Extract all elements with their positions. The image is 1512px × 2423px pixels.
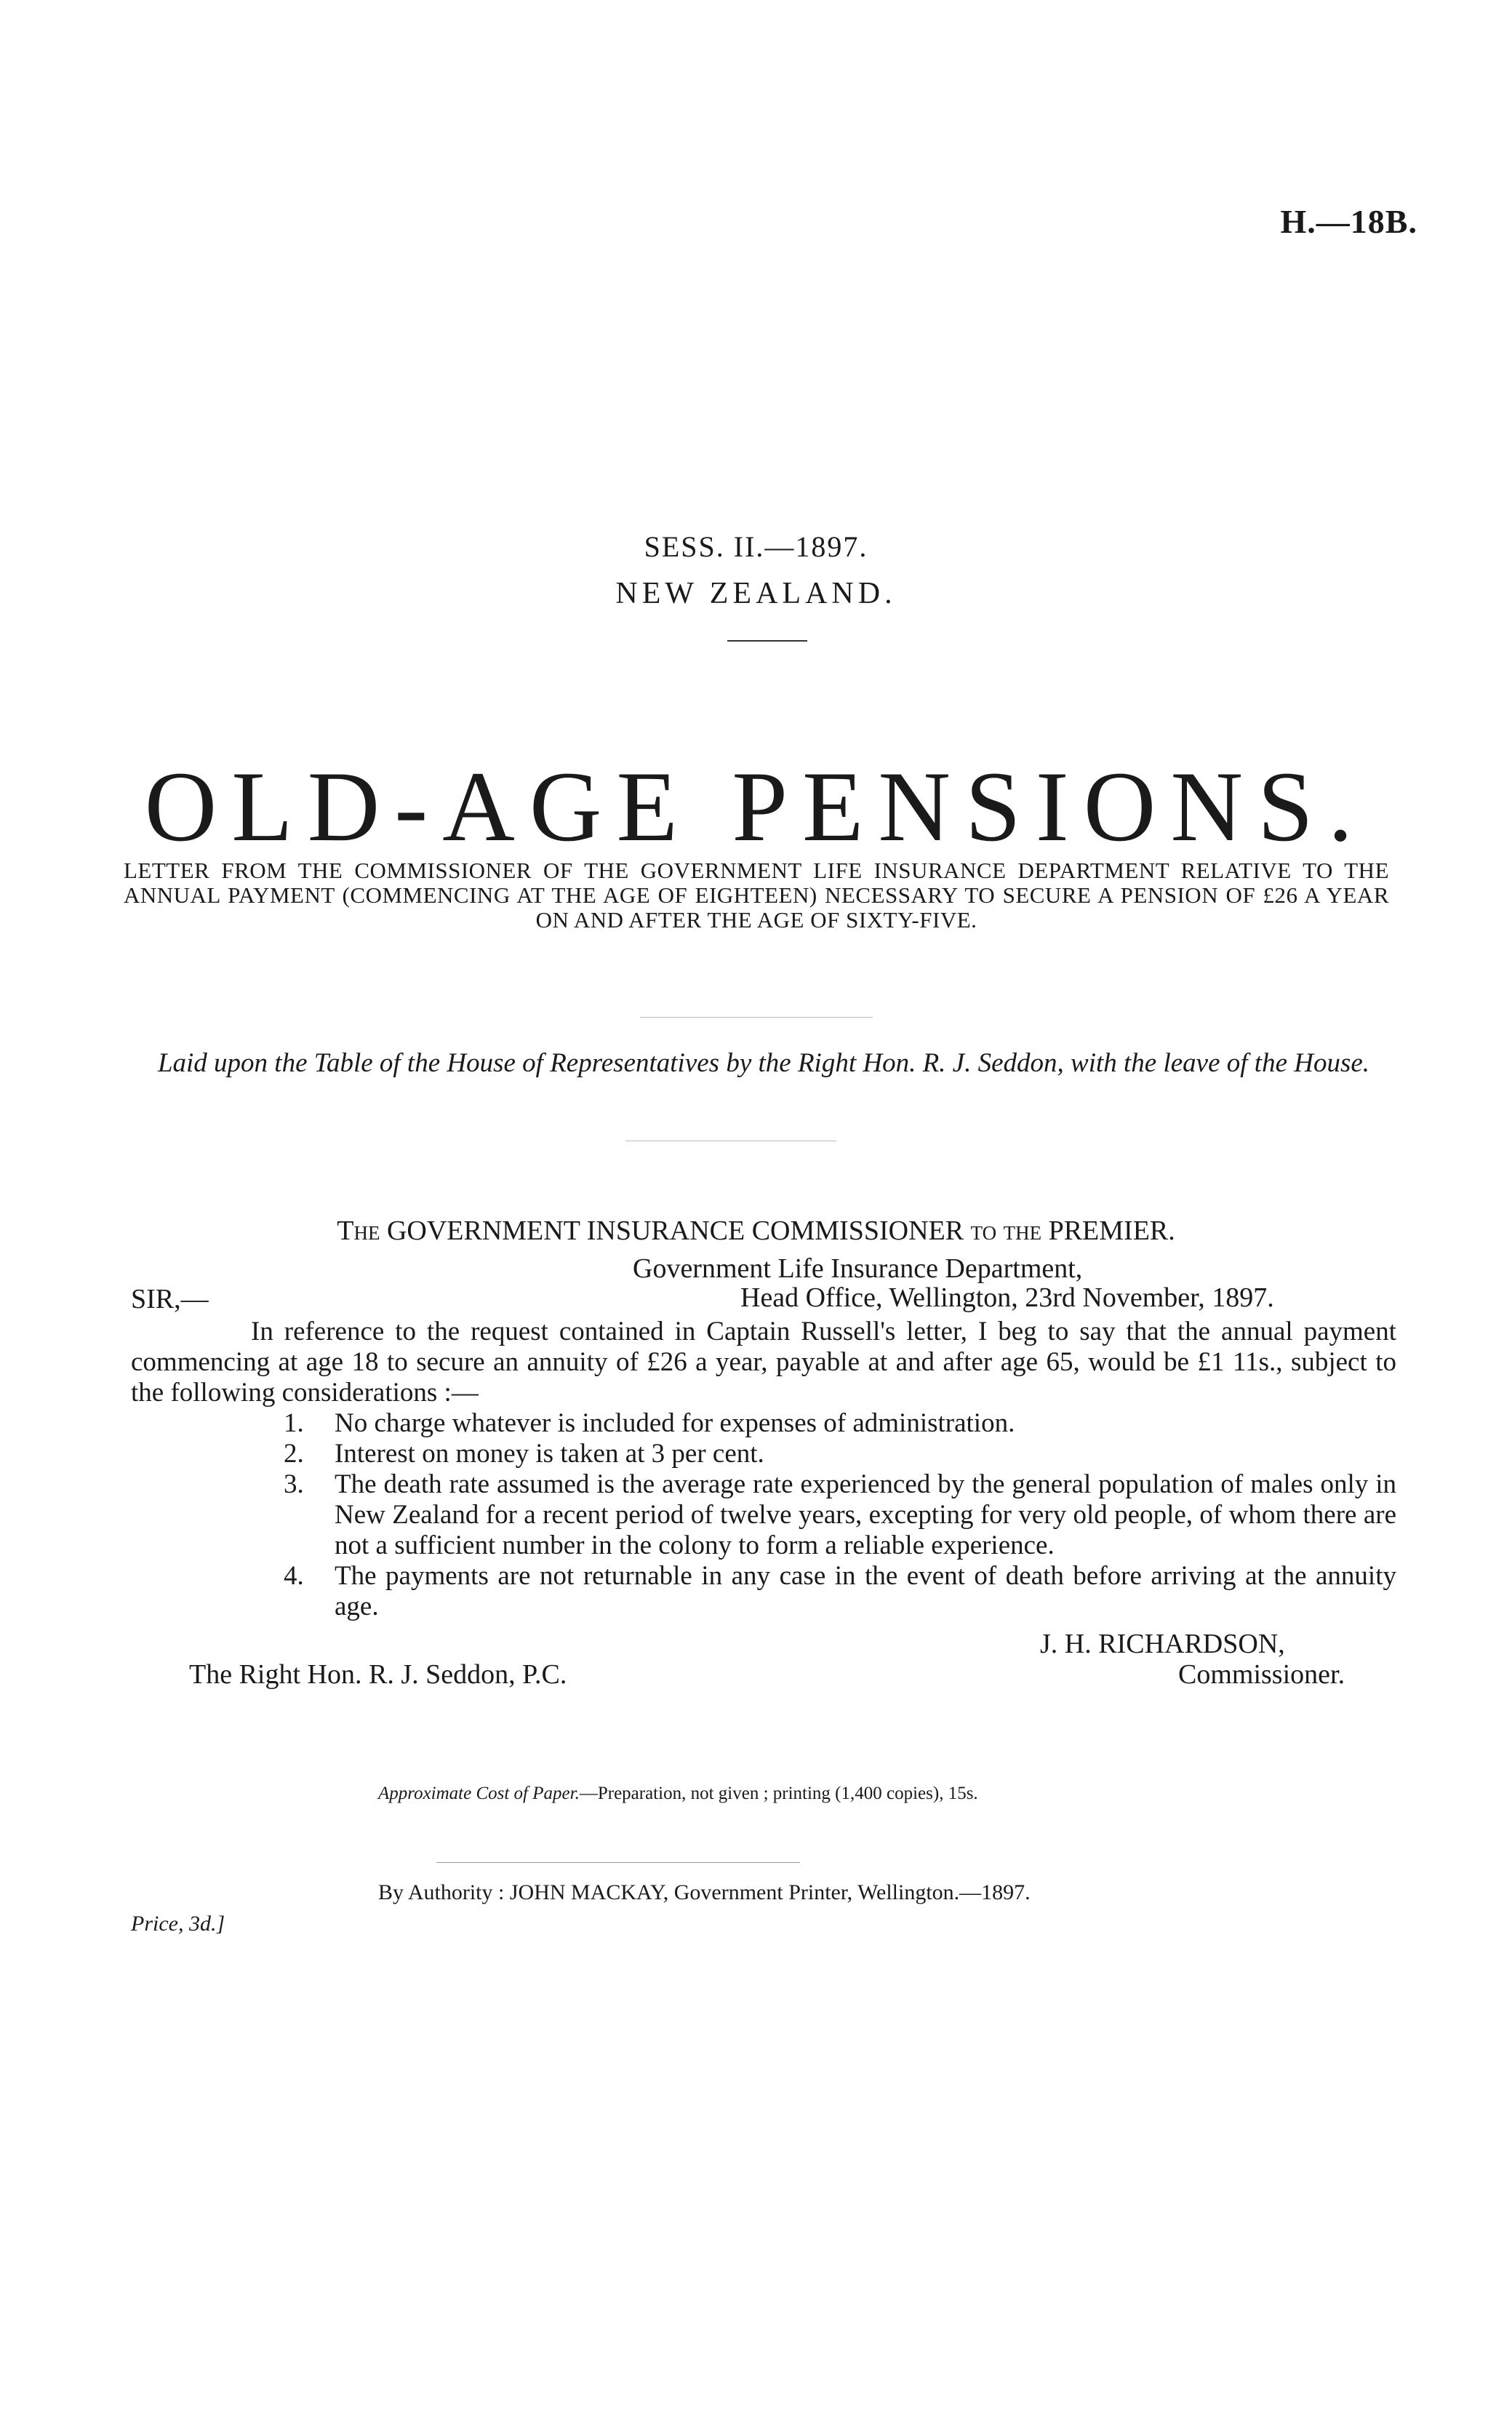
letter-department: Government Life Insurance Department, bbox=[633, 1253, 1083, 1284]
letter-recipient: The Right Hon. R. J. Seddon, P.C. bbox=[189, 1659, 567, 1690]
cost-text: —Preparation, not given ; printing (1,400 copies), 15s. bbox=[579, 1784, 978, 1803]
signature-title: Commissioner. bbox=[1178, 1659, 1345, 1690]
considerations-list bbox=[131, 1408, 1396, 1622]
laid-upon-table-note: Laid upon the Table of the House of Representatives by the Right Hon. R. J. Seddon, with the leave of the House. bbox=[157, 1048, 1370, 1078]
list-item bbox=[131, 1469, 1396, 1561]
divider-rule bbox=[727, 640, 807, 642]
list-item bbox=[131, 1561, 1396, 1622]
price-note: Price, 3d.] bbox=[131, 1912, 225, 1936]
signature-name: J. H. RICHARDSON, bbox=[1040, 1629, 1285, 1659]
letter-addressee: The GOVERNMENT INSURANCE COMMISSIONER to the PREMIER. bbox=[337, 1216, 1175, 1246]
page-reference: H.—18B. bbox=[1280, 203, 1417, 240]
item-text: The payments are not returnable in any case in the event of death before arriving at the annuity age. bbox=[335, 1561, 1396, 1621]
cost-of-paper-note bbox=[378, 1784, 978, 1804]
printer-authority: By Authority : JOHN MACKAY, Government Printer, Wellington.—1897. bbox=[378, 1880, 1031, 1904]
divider-rule bbox=[640, 1017, 873, 1018]
letter-body bbox=[131, 1317, 1396, 1622]
item-number: 1. bbox=[284, 1408, 304, 1438]
session-line: SESS. II.—1897. bbox=[644, 530, 868, 563]
list-item bbox=[131, 1439, 1396, 1469]
item-text: The death rate assumed is the average rate experienced by the general population of males only in New Zealand for a recent period of twelve years, excepting for very old people, of whom there are not a sufficient number in the colony to form a reliable experience. bbox=[335, 1469, 1396, 1560]
item-number: 4. bbox=[284, 1561, 304, 1591]
country-line: NEW ZEALAND. bbox=[615, 577, 897, 610]
item-number: 3. bbox=[284, 1469, 304, 1499]
list-item bbox=[131, 1408, 1396, 1439]
divider-rule bbox=[436, 1862, 800, 1863]
cost-label: Approximate Cost of Paper. bbox=[378, 1784, 580, 1803]
document-title: OLD-AGE PENSIONS. bbox=[144, 751, 1368, 862]
letter-paragraph: In reference to the request contained in Captain Russell's letter, I beg to say that the annual payment commencing at age 18 to secure an annuity of £26 a year, payable at and after age 65, would be £1 11s., subject to the following considerations :— bbox=[131, 1317, 1396, 1408]
document-subtitle: LETTER FROM THE COMMISSIONER OF THE GOVERNMENT LIFE INSURANCE DEPARTMENT RELATIVE TO THE ANNUAL PAYMENT (COMMENCING AT THE AGE OF EIGHTEEN) NECESSARY TO SECURE A PENSION OF £26 A YEAR ON AND AFTER THE AGE OF SIXTY-FIVE. bbox=[124, 858, 1389, 933]
item-number: 2. bbox=[284, 1439, 304, 1469]
item-text: No charge whatever is included for expenses of administration. bbox=[335, 1408, 1015, 1438]
item-text: Interest on money is taken at 3 per cent. bbox=[335, 1439, 764, 1469]
letter-salutation: SIR,— bbox=[131, 1284, 209, 1314]
letter-dateline: Head Office, Wellington, 23rd November, 1897. bbox=[740, 1282, 1274, 1313]
